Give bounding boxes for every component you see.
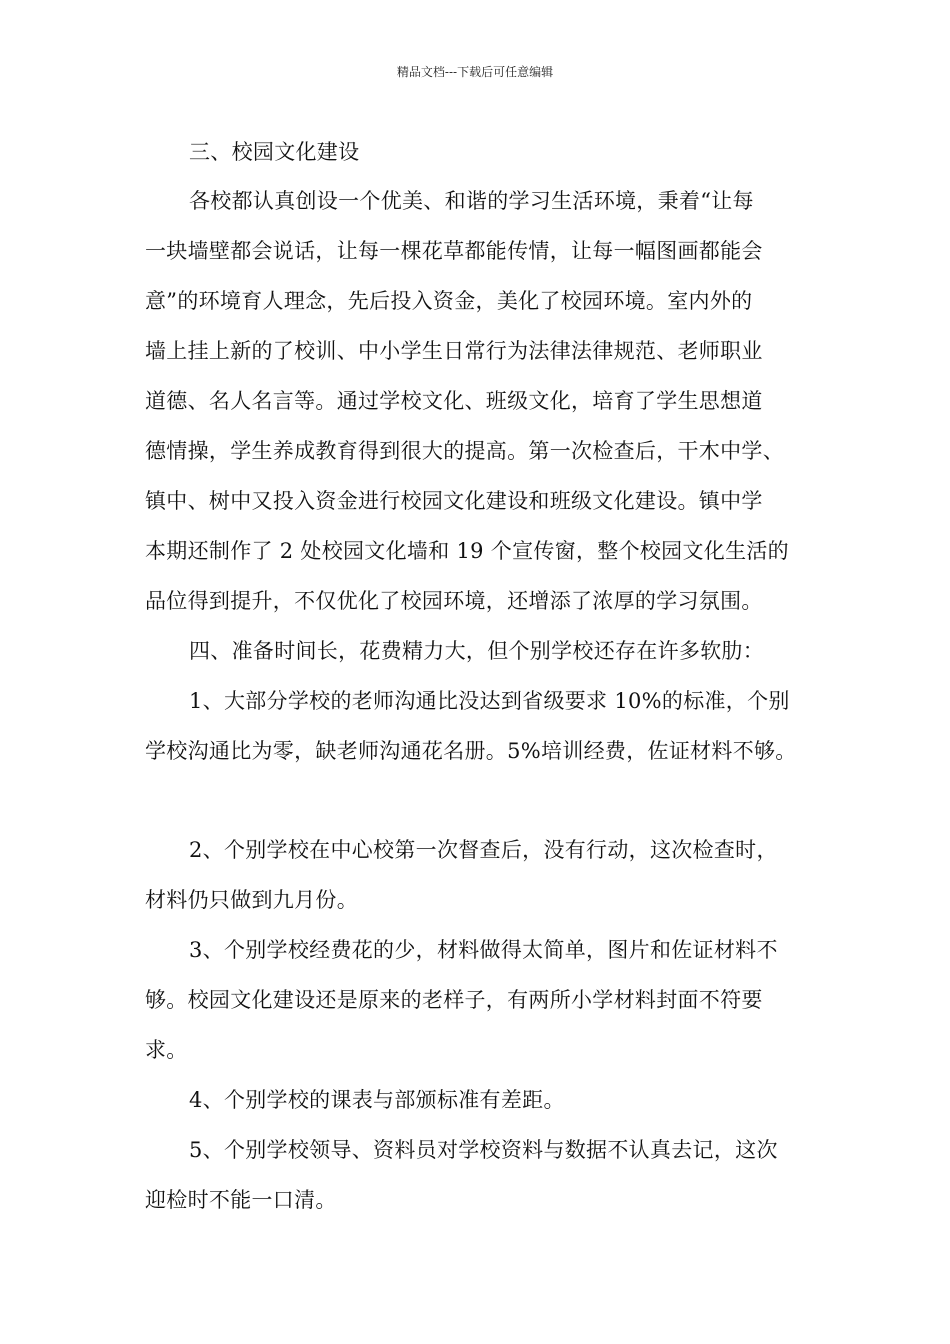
list-item-line: 1、大部分学校的老师沟通比没达到省级要求 10%的标准，个别	[189, 689, 790, 713]
page-header: 精品文档---下载后可任意编辑	[396, 65, 554, 79]
paragraph-line: 各校都认真创设一个优美、和谐的学习生活环境，秉着“让每	[189, 189, 754, 213]
paragraph-line: 道德、名人名言等。通过学校文化、班级文化，培育了学生思想道	[145, 389, 763, 413]
list-item-line: 5、个别学校领导、资料员对学校资料与数据不认真去记，这次	[189, 1138, 778, 1162]
paragraph-line: 品位得到提升，不仅优化了校园环境，还增添了浓厚的学习氛围。	[145, 589, 763, 613]
list-item-line: 3、个别学校经费花的少，材料做得太简单，图片和佐证材料不	[189, 938, 778, 962]
section-heading-shortcomings: 四、准备时间长，花费精力大，但个别学校还存在许多软肋：	[189, 639, 765, 663]
list-item-line: 够。校园文化建设还是原来的老样子，有两所小学材料封面不符要	[145, 988, 763, 1012]
paragraph-line: 本期还制作了 2 处校园文化墙和 19 个宣传窗，整个校园文化生活的	[145, 539, 789, 563]
list-item-line: 迎检时不能一口清。	[145, 1188, 337, 1212]
list-item-line: 2、个别学校在中心校第一次督查后，没有行动，这次检查时，	[189, 838, 778, 862]
list-item-line: 材料仍只做到九月份。	[145, 888, 358, 912]
list-item-line: 求。	[145, 1038, 188, 1062]
paragraph-line: 镇中、树中又投入资金进行校园文化建设和班级文化建设。镇中学	[145, 489, 763, 513]
paragraph-line: 墙上挂上新的了校训、中小学生日常行为法律法律规范、老师职业	[145, 339, 763, 363]
paragraph-line: 一块墙壁都会说话，让每一棵花草都能传情，让每一幅图画都能会	[145, 239, 763, 263]
paragraph-line: 意”的环境育人理念，先后投入资金，美化了校园环境。室内外的	[145, 289, 753, 313]
list-item-line: 学校沟通比为零，缺老师沟通花名册。5%培训经费，佐证材料不够。	[145, 739, 797, 763]
paragraph-line: 德情操，学生养成教育得到很大的提高。第一次检查后，干木中学、	[145, 439, 784, 463]
section-heading-campus-culture: 三、校园文化建设	[189, 140, 360, 164]
list-item-line: 4、个别学校的课表与部颁标准有差距。	[189, 1088, 565, 1112]
